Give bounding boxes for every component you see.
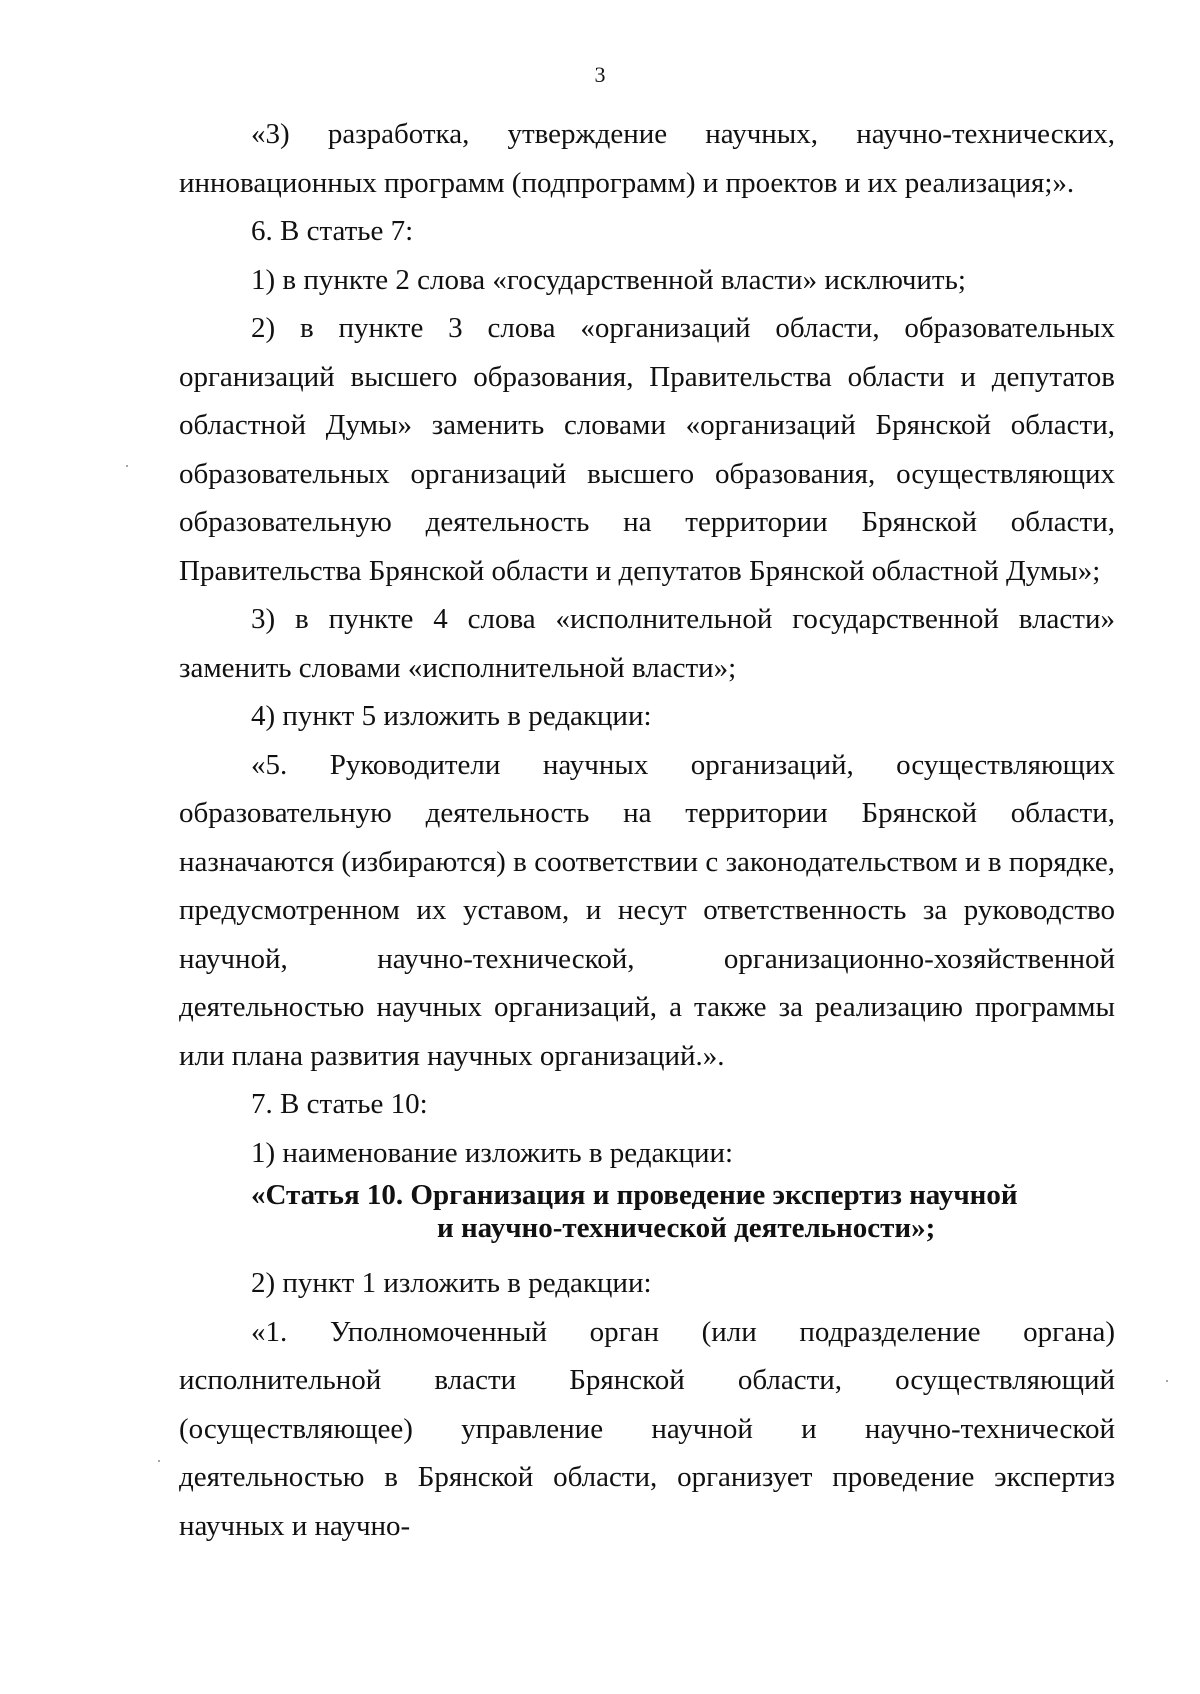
paragraph-article-7-point-1: 1) в пункте 2 слова «государственной власти» исключить; bbox=[251, 263, 966, 296]
article-10-title bbox=[179, 1179, 1115, 1245]
scan-speck bbox=[1166, 1380, 1168, 1382]
document-body bbox=[179, 110, 1115, 1550]
paragraph-article-10-point-2: 2) пункт 1 изложить в редакции: bbox=[251, 1267, 652, 1299]
paragraph-item-3-quote: «3) разработка, утверждение научных, научно-технических, инновационных программ (подпрограмм) и проектов и их реализация;». bbox=[179, 118, 1115, 199]
page-number: 3 bbox=[594, 62, 606, 87]
paragraph-article-10-point-1: 1) наименование изложить в редакции: bbox=[251, 1136, 734, 1169]
scan-speck bbox=[126, 465, 128, 467]
paragraph-article-7-point-3: 3) в пункте 4 слова «исполнительной государственной власти» заменить словами «исполнительной власти»; bbox=[179, 603, 1115, 684]
paragraph-article-7-point-4: 4) пункт 5 изложить в редакции: bbox=[251, 700, 652, 732]
paragraph-item-5-quote: «5. Руководители научных организаций, осуществляющих образовательную деятельность на территории Брянской области, назначаются (избираются) в соответствии с законодательством и в порядке, предусмотренном их уставом, и несут ответственность за руководство научной, научно-технической, организационно-хозяйственной деятельностью научных организаций, а также за реализацию программы или плана развития научных организаций.». bbox=[179, 748, 1115, 1072]
scan-speck bbox=[158, 1460, 160, 1462]
paragraph-article-10-header: 7. В статье 10: bbox=[251, 1088, 428, 1120]
paragraph-article-7-point-2: 2) в пункте 3 слова «организаций области, образовательных организаций высшего образования, Правительства области и депутатов областной Думы» заменить словами «организаций Брянской области, образовательных организаций высшего образования, осуществляющих образовательную деятельность на территории Брянской области, Правительства Брянской области и депутатов Брянской областной Думы»; bbox=[179, 312, 1115, 587]
paragraph-item-1-quote: «1. Уполномоченный орган (или подразделение органа) исполнительной власти Брянской области, осуществляющий (осуществляющее) управление научной и научно-технической деятельностью в Брянской области, организует проведение экспертиз научных и научно- bbox=[179, 1315, 1115, 1542]
article-10-title-line-2: и научно-технической деятельности»; bbox=[437, 1212, 936, 1244]
paragraph-article-7-header: 6. В статье 7: bbox=[251, 215, 414, 247]
article-10-title-line-1: «Статья 10. Организация и проведение экспертиз научной bbox=[251, 1179, 1018, 1211]
